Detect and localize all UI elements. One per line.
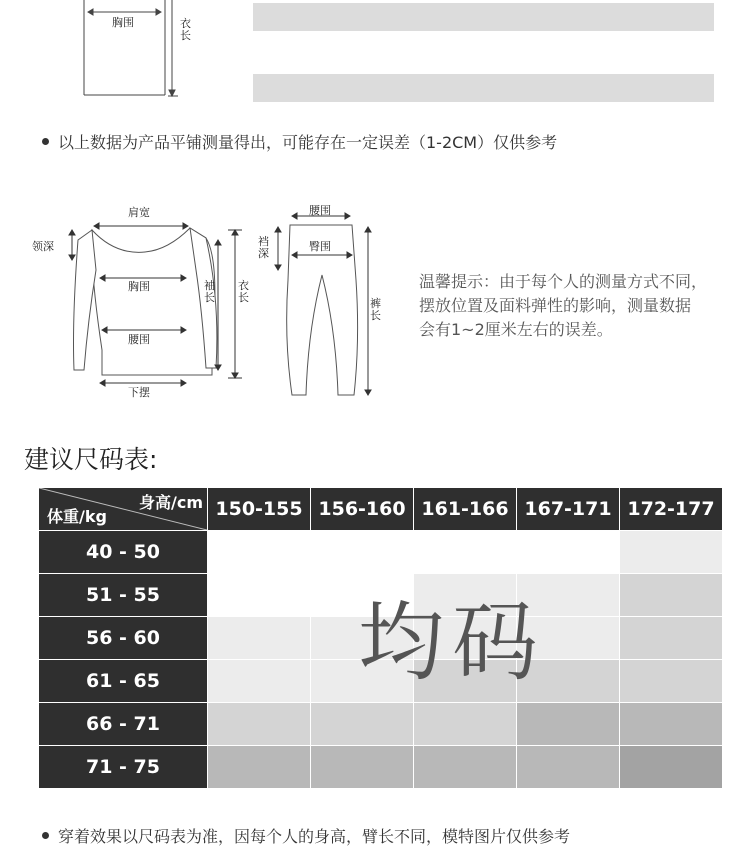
size-cell <box>208 617 311 660</box>
measurement-note: 以上数据为产品平铺测量得出，可能存在一定误差（1-2CM）仅供参考 <box>42 130 557 153</box>
pants-outline <box>256 200 386 405</box>
top-garment-outline <box>30 200 260 405</box>
weight-axis-label: 体重/kg <box>47 507 107 526</box>
shoulder-label: 肩宽 <box>128 206 150 219</box>
row-header: 61 - 65 <box>39 660 208 703</box>
measurement-tip: 温馨提示：由于每个人的测量方式不同， 摆放位置及面料弹性的影响，测量数据 会有1~2厘米左右的误差。 <box>419 272 708 339</box>
size-cell <box>620 746 723 789</box>
size-cell <box>311 531 414 574</box>
size-cell <box>517 531 620 574</box>
size-cell <box>208 531 311 574</box>
chest-label-top: 胸围 <box>112 16 134 29</box>
row-header: 66 - 71 <box>39 703 208 746</box>
garment-measure-diagram <box>30 200 260 405</box>
length-label: 衣长 <box>238 279 249 304</box>
top-measure-diagram <box>70 0 200 100</box>
size-cell <box>208 574 311 617</box>
size-cell <box>208 660 311 703</box>
size-cell <box>311 703 414 746</box>
waist-label: 腰围 <box>128 333 150 346</box>
size-cell <box>517 746 620 789</box>
size-cell <box>311 746 414 789</box>
one-size-label: 均码 <box>358 593 546 693</box>
pants-waist-label: 腰围 <box>309 204 331 217</box>
bullet-dot-icon <box>42 832 49 839</box>
chest-label: 胸围 <box>128 280 150 293</box>
table-row <box>39 746 723 789</box>
size-cell <box>517 703 620 746</box>
table-row <box>39 703 723 746</box>
size-cell <box>620 531 723 574</box>
neck-depth-label: 领深 <box>32 240 54 253</box>
length-label-top: 衣长 <box>180 17 191 42</box>
hip-label: 臀围 <box>309 240 331 253</box>
bullet-dot-icon <box>42 138 49 145</box>
row-header: 51 - 55 <box>39 574 208 617</box>
size-cell <box>414 531 517 574</box>
column-header: 150-155 <box>208 488 311 531</box>
hem-label: 下摆 <box>128 386 150 399</box>
size-cell <box>414 746 517 789</box>
size-cell <box>620 617 723 660</box>
column-header: 172-177 <box>620 488 723 531</box>
size-cell <box>208 746 311 789</box>
fit-note: 穿着效果以尺码表为准，因每个人的身高，臂长不同，模特图片仅供参考 <box>42 824 570 847</box>
column-header: 161-166 <box>414 488 517 531</box>
column-header: 167-171 <box>517 488 620 531</box>
size-cell <box>620 660 723 703</box>
shirt-outline-partial <box>70 0 200 100</box>
pants-length-label: 裤长 <box>370 297 381 322</box>
size-cell <box>620 703 723 746</box>
height-axis-label: 身高/cm <box>138 493 203 512</box>
size-cell <box>208 703 311 746</box>
size-chart-title: 建议尺码表: <box>24 445 158 474</box>
size-cell <box>620 574 723 617</box>
rise-label: 裆深 <box>258 235 269 260</box>
table-corner-cell <box>39 488 208 531</box>
table-row <box>39 531 723 574</box>
row-header: 56 - 60 <box>39 617 208 660</box>
placeholder-bar-1 <box>253 3 714 31</box>
row-header: 40 - 50 <box>39 531 208 574</box>
sleeve-label: 袖长 <box>204 279 215 304</box>
placeholder-bar-2 <box>253 74 714 102</box>
table-header-row <box>39 488 723 531</box>
column-header: 156-160 <box>311 488 414 531</box>
size-cell <box>414 703 517 746</box>
pants-measure-diagram <box>256 200 386 405</box>
row-header: 71 - 75 <box>39 746 208 789</box>
